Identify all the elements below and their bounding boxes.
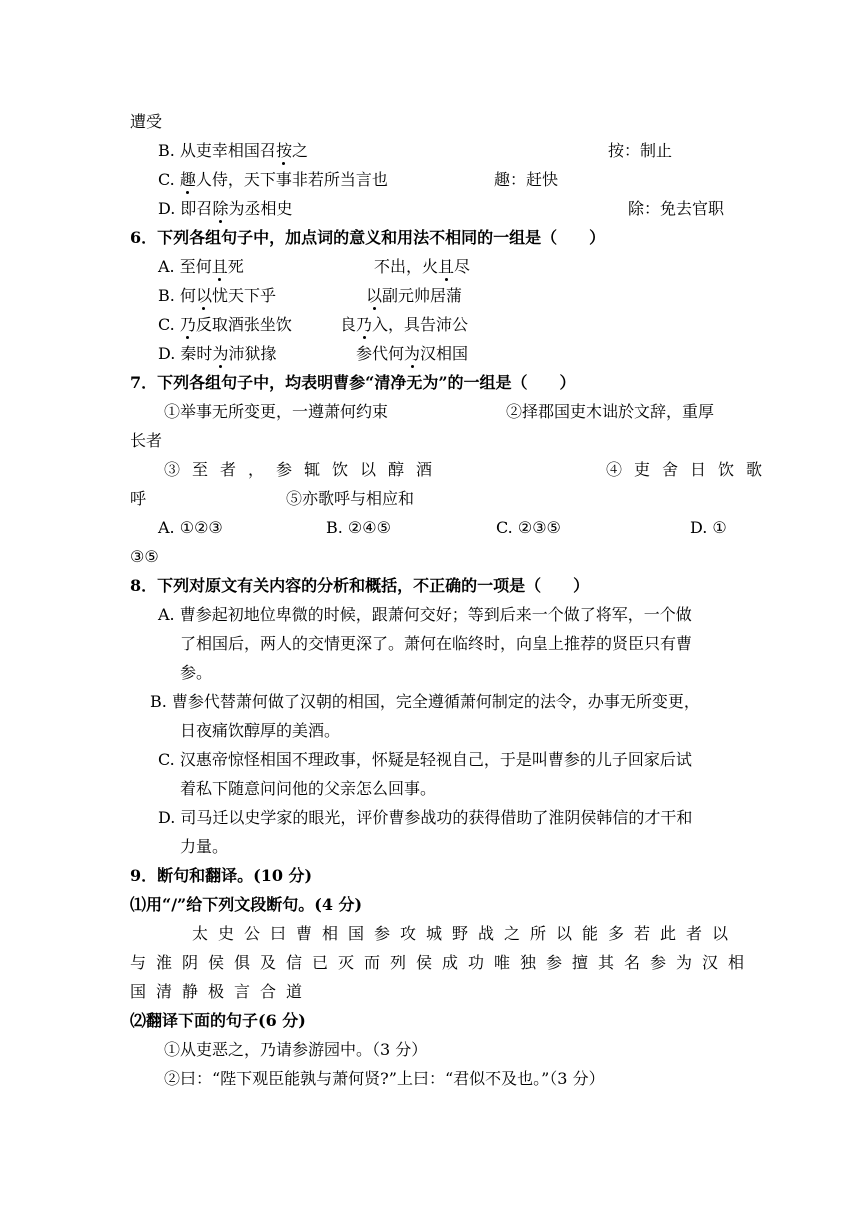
question-9-title: 9．断句和翻译。(10 分)	[130, 866, 313, 885]
emphasis-dot-char: 为	[404, 344, 421, 363]
statement-5: ⑤亦歌呼与相应和	[286, 489, 415, 508]
gloss-5c: 趣：赶快	[494, 170, 559, 189]
question-9-part2: ⑵翻译下面的句子(6 分)	[130, 1011, 306, 1030]
emphasis-dot-char: 且	[438, 257, 455, 276]
question-7-title: 7．下列各组句子中，均表明曹参“清净无为”的一组是（ ）	[130, 373, 576, 392]
statement-1: ①举事无所变更，一遵萧何约束	[164, 402, 389, 421]
option-text: 良	[340, 315, 357, 334]
option-text: 入，具告沛公	[372, 315, 469, 334]
statement-4-cont: 呼	[130, 489, 147, 508]
question-9-part1: ⑴用“/”给下列文段断句。(4 分)	[130, 895, 363, 914]
gloss-5b: 按：制止	[608, 141, 673, 160]
statement-3: ③至者，参辄饮以醇酒	[164, 460, 445, 479]
statement-2-cont: 长者	[130, 431, 163, 450]
choice-c: C. ②③⑤	[496, 518, 561, 537]
option-text: B. 何	[158, 286, 196, 305]
option-6c-left	[158, 315, 292, 335]
statement-2: ②择郡国吏木诎於文辞，重厚	[506, 402, 715, 421]
option-6a-right	[374, 257, 470, 277]
option-text: A. 至何	[158, 257, 212, 276]
translate-sentence-1: ①从吏恶之，乃请参游园中。（3 分）	[164, 1040, 428, 1059]
choice-b: B. ②④⑤	[326, 518, 391, 537]
option-6b-right	[366, 286, 462, 306]
emphasis-dot-char: 除	[212, 199, 229, 218]
emphasis-dot-char: 按	[275, 141, 292, 160]
text-line: 遭受	[130, 112, 163, 131]
option-text: 不出，火	[374, 257, 439, 276]
emphasis-dot-char: 乃	[356, 315, 373, 334]
option-5b	[158, 141, 308, 161]
option-text: D. 秦时	[158, 344, 213, 363]
option-6d-right	[356, 344, 468, 364]
option-6c-right	[340, 315, 468, 335]
option-8a-line: 参。	[180, 663, 213, 682]
option-8d-line: D. 司马迁以史学家的眼光，评价曹参战功的获得借助了淮阴侯韩信的才干和	[158, 808, 693, 827]
emphasis-dot-char: 以	[195, 286, 212, 305]
option-text: B. 从吏幸相国召	[158, 141, 276, 160]
option-text: 反取酒张坐饮	[195, 315, 292, 334]
option-8b-line: B. 曹参代替萧何做了汉朝的相国，完全遵循萧何制定的法令，办事无所变更，	[150, 692, 700, 711]
option-6a-left	[158, 257, 244, 277]
option-text: 汉相国	[420, 344, 469, 363]
option-text: 忧天下乎	[211, 286, 276, 305]
option-6d-left	[158, 344, 276, 364]
option-text: C.	[158, 170, 180, 189]
option-text: 之	[291, 141, 308, 160]
choice-d: D. ①	[690, 518, 727, 537]
option-text: 副元帅居蒲	[382, 286, 463, 305]
passage-line: 与淮阴侯俱及信已灭而列侯成功唯独参擅其名参为汉相	[130, 953, 755, 972]
option-text: C.	[158, 315, 180, 334]
question-8-title: 8．下列对原文有关内容的分析和概括，不正确的一项是（ ）	[130, 576, 590, 595]
option-text: 尽	[454, 257, 471, 276]
option-text: 死	[227, 257, 244, 276]
emphasis-dot-char: 乃	[179, 315, 196, 334]
option-text: 人侍，天下事非若所当言也	[195, 170, 388, 189]
emphasis-dot-char: 且	[211, 257, 228, 276]
option-5d	[158, 199, 292, 219]
emphasis-dot-char: 以	[366, 286, 383, 305]
option-8c-line: C. 汉惠帝惊怪相国不理政事，怀疑是轻视自己，于是叫曹参的儿子回家后试	[158, 750, 692, 769]
option-text: D. 即召	[158, 199, 213, 218]
option-8a-line: 了相国后，两人的交情更深了。萧何在临终时，向皇上推荐的贤臣只有曹	[180, 634, 693, 653]
passage-line: 国清静极言合道	[130, 982, 313, 1001]
option-5c	[158, 170, 388, 190]
passage-line: 太史公曰曹相国参攻城野战之所以能多若此者以	[192, 924, 739, 943]
emphasis-dot-char: 趣	[179, 170, 196, 189]
emphasis-dot-char: 为	[212, 344, 229, 363]
statement-4: ④吏舍日饮歌	[606, 460, 775, 479]
option-8b-line: 日夜痛饮醇厚的美酒。	[180, 721, 341, 740]
gloss-5d: 除：免去官职	[628, 199, 725, 218]
option-8d-line: 力量。	[180, 837, 229, 856]
option-6b-left	[158, 286, 276, 306]
option-text: 参代何	[356, 344, 405, 363]
option-text: 沛狱掾	[228, 344, 277, 363]
translate-sentence-2: ②曰：“陛下观臣能孰与萧何贤?”上曰：“君似不及也。”（3 分）	[164, 1069, 605, 1088]
option-8a-line: A. 曹参起初地位卑微的时候，跟萧何交好；等到后来一个做了将军，一个做	[158, 605, 692, 624]
option-8c-line: 着私下随意问问他的父亲怎么回事。	[180, 779, 437, 798]
question-6-title: 6．下列各组句子中，加点词的意义和用法不相同的一组是（ ）	[130, 228, 606, 247]
choice-d-cont: ③⑤	[130, 547, 159, 566]
choice-a: A. ①②③	[158, 518, 223, 537]
option-text: 为丞相史	[228, 199, 293, 218]
